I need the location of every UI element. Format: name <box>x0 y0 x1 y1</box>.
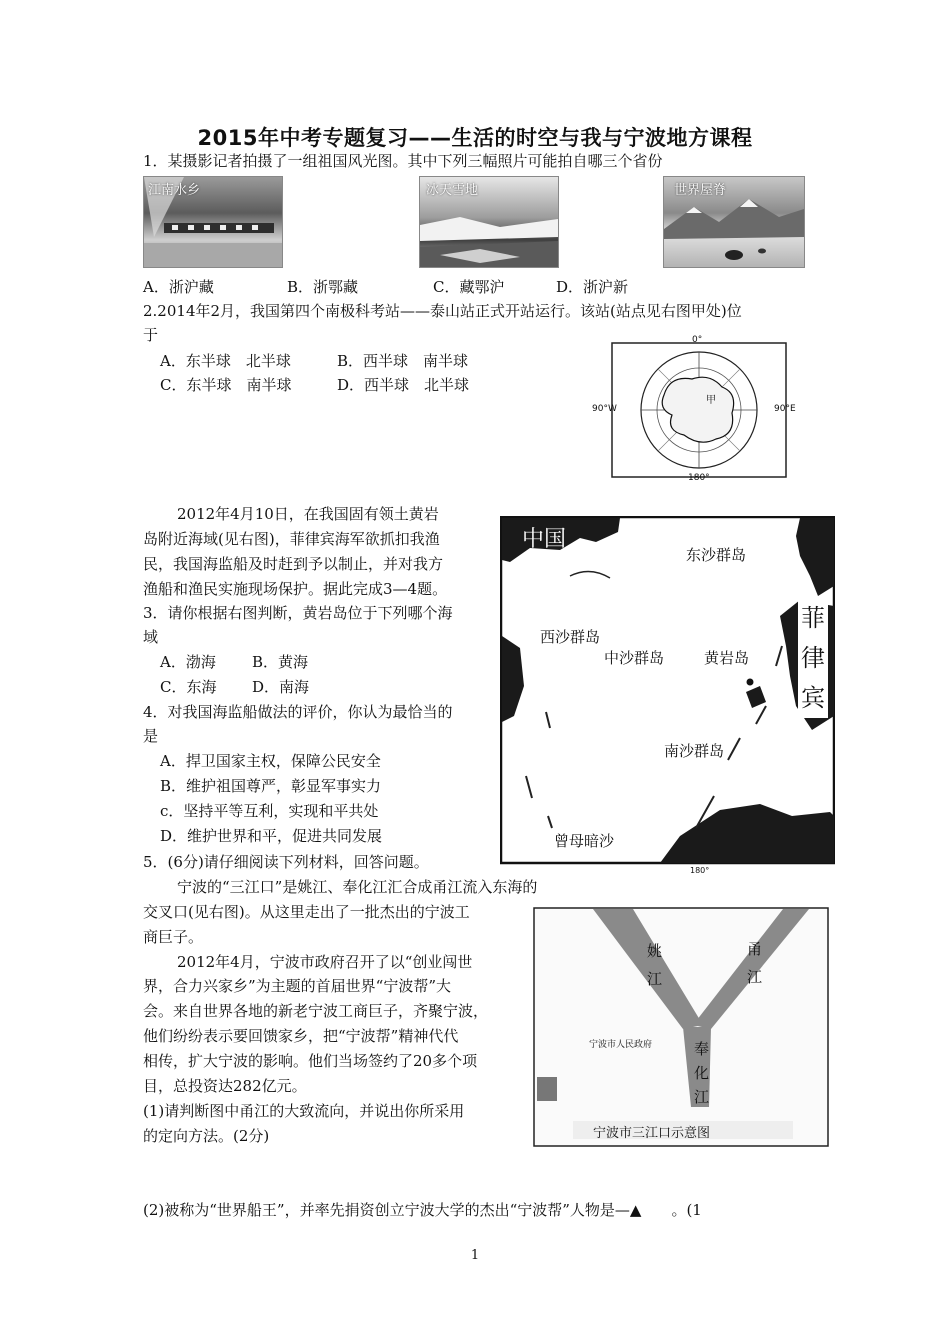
q1-option-a: A．浙沪藏 <box>143 278 214 296</box>
label-gov: 宁波市人民政府 <box>589 1040 653 1050</box>
material-line-3: 商巨子。 <box>143 928 204 946</box>
label-yaojiang: 姚 江 <box>647 942 663 988</box>
sub-question-2: (2)被称为“世界船王”，并率先捐资创立宁波大学的杰出“宁波帮”人物是—▲ 。(1 <box>143 1201 702 1219</box>
intro-line-2: 岛附近海域(见右图)，菲律宾海军欲抓扣我渔 <box>143 530 440 548</box>
page-title: 2015年中考专题复习——生活的时空与我与宁波地方课程 <box>197 126 753 150</box>
question-3-stem-cont: 域 <box>143 628 159 646</box>
map-caption: 宁波市三江口示意图 <box>593 1126 711 1141</box>
q4-option-c: c．坚持平等互利，实现和平共处 <box>160 802 379 820</box>
q4-option-b: B．维护祖国尊严，彰显军事实力 <box>160 777 382 795</box>
label-fenghuajiang: 奉 化 江 <box>694 1040 710 1106</box>
map-label-90e: 90°E <box>774 404 796 414</box>
intro-line-4: 渔船和渔民实施现场保护。据此完成3—4题。 <box>143 580 448 598</box>
photo-icefield <box>419 176 559 268</box>
q3-option-a: A．渤海 <box>160 653 216 671</box>
q3-option-c: C．东海 <box>160 678 217 696</box>
ningbo-three-rivers-map <box>533 907 829 1147</box>
material-line-2: 交叉口(见右图)。从这里走出了一批杰出的宁波工 <box>143 903 470 921</box>
material-line-7: 他们纷纷表示要回馈家乡，把“宁波帮”精神代代 <box>143 1027 459 1045</box>
photo-jiangnan <box>143 176 283 268</box>
q1-option-c: C．藏鄂沪 <box>433 278 505 296</box>
map-label-philippines: 菲 律 宾 <box>798 598 828 718</box>
page-number: 1 <box>470 1248 480 1263</box>
photo-caption-2: 冰天雪地 <box>426 183 479 198</box>
question-3-stem: 3．请你根据右图判断，黄岩岛位于下列哪个海 <box>143 604 453 622</box>
map-label-0: 0° <box>692 335 703 345</box>
map-label-huangyan: 黄岩岛 <box>704 649 750 667</box>
material-line-6: 会。来自世界各地的新老宁波工商巨子，齐聚宁波， <box>143 1002 489 1020</box>
south-china-sea-map <box>500 516 835 866</box>
material-line-8: 相传，扩大宁波的影响。他们当场签约了20多个项 <box>143 1052 478 1070</box>
intro-line-1: 2012年4月10日，在我国固有领土黄岩 <box>177 505 439 523</box>
question-1-stem: 1．某摄影记者拍摄了一组祖国风光图。其中下列三幅照片可能拍自哪三个省份 <box>143 152 663 170</box>
question-2-stem: 2.2014年2月，我国第四个南极科考站——泰山站正式开站运行。该站(站点见右图甲处)位 <box>143 302 742 320</box>
photo-caption-1: 江南水乡 <box>148 183 201 198</box>
material-line-1: 宁波的“三江口”是姚江、奉化江汇合成甬江流入东海的 <box>177 878 538 896</box>
map-label-zhongsha: 中沙群岛 <box>604 649 665 667</box>
map-label-lon: 180° <box>690 866 710 875</box>
question-4-stem-cont: 是 <box>143 727 159 745</box>
map-label-zengmu: 曾母暗沙 <box>554 832 615 850</box>
map-label-nansha: 南沙群岛 <box>664 742 725 760</box>
q1-option-d: D．浙沪新 <box>556 278 629 296</box>
q4-option-a: A．捍卫国家主权，保障公民安全 <box>160 752 381 770</box>
map-label-xisha: 西沙群岛 <box>540 628 601 646</box>
material-line-5: 界，合力兴家乡”为主题的首届世界“宁波帮”大 <box>143 977 452 995</box>
question-4-stem: 4．对我国海监船做法的评价，你认为最恰当的 <box>143 703 453 721</box>
antarctic-polar-map <box>592 335 806 485</box>
q2-option-a: A．东半球 北半球 <box>160 352 291 370</box>
q3-option-b: B．黄海 <box>252 653 309 671</box>
map-label-china: 中国 <box>522 527 567 552</box>
map-label-180: 180° <box>688 473 710 483</box>
question-5-stem: 5．(6分)请仔细阅读下列材料，回答问题。 <box>143 853 429 871</box>
q2-option-c: C．东半球 南半球 <box>160 376 292 394</box>
material-line-4: 2012年4月，宁波市政府召开了以“创业闯世 <box>177 953 473 971</box>
q4-option-d: D．维护世界和平，促进共同发展 <box>160 827 383 845</box>
map-label-90w: 90°W <box>592 404 617 414</box>
question-2-stem-cont: 于 <box>143 326 159 344</box>
q1-option-b: B．浙鄂藏 <box>287 278 359 296</box>
map-label-dongsha: 东沙群岛 <box>686 546 747 564</box>
material-line-9: 目，总投资达282亿元。 <box>143 1077 307 1095</box>
map-label-site: 甲 <box>706 395 716 406</box>
q2-option-d: D．西半球 北半球 <box>337 376 470 394</box>
photo-caption-3: 世界屋脊 <box>674 183 727 198</box>
photo-plateau <box>663 176 805 268</box>
intro-line-3: 民，我国海监船及时赶到予以制止，并对我方 <box>143 555 444 573</box>
label-yongjiang: 甬 江 <box>747 940 763 986</box>
sub-question-1: (1)请判断图中甬江的大致流向，并说出你所采用 <box>143 1102 465 1120</box>
q2-option-b: B．西半球 南半球 <box>337 352 469 370</box>
sub-question-1-cont: 的定向方法。(2分) <box>143 1127 270 1145</box>
q3-option-d: D．南海 <box>252 678 310 696</box>
